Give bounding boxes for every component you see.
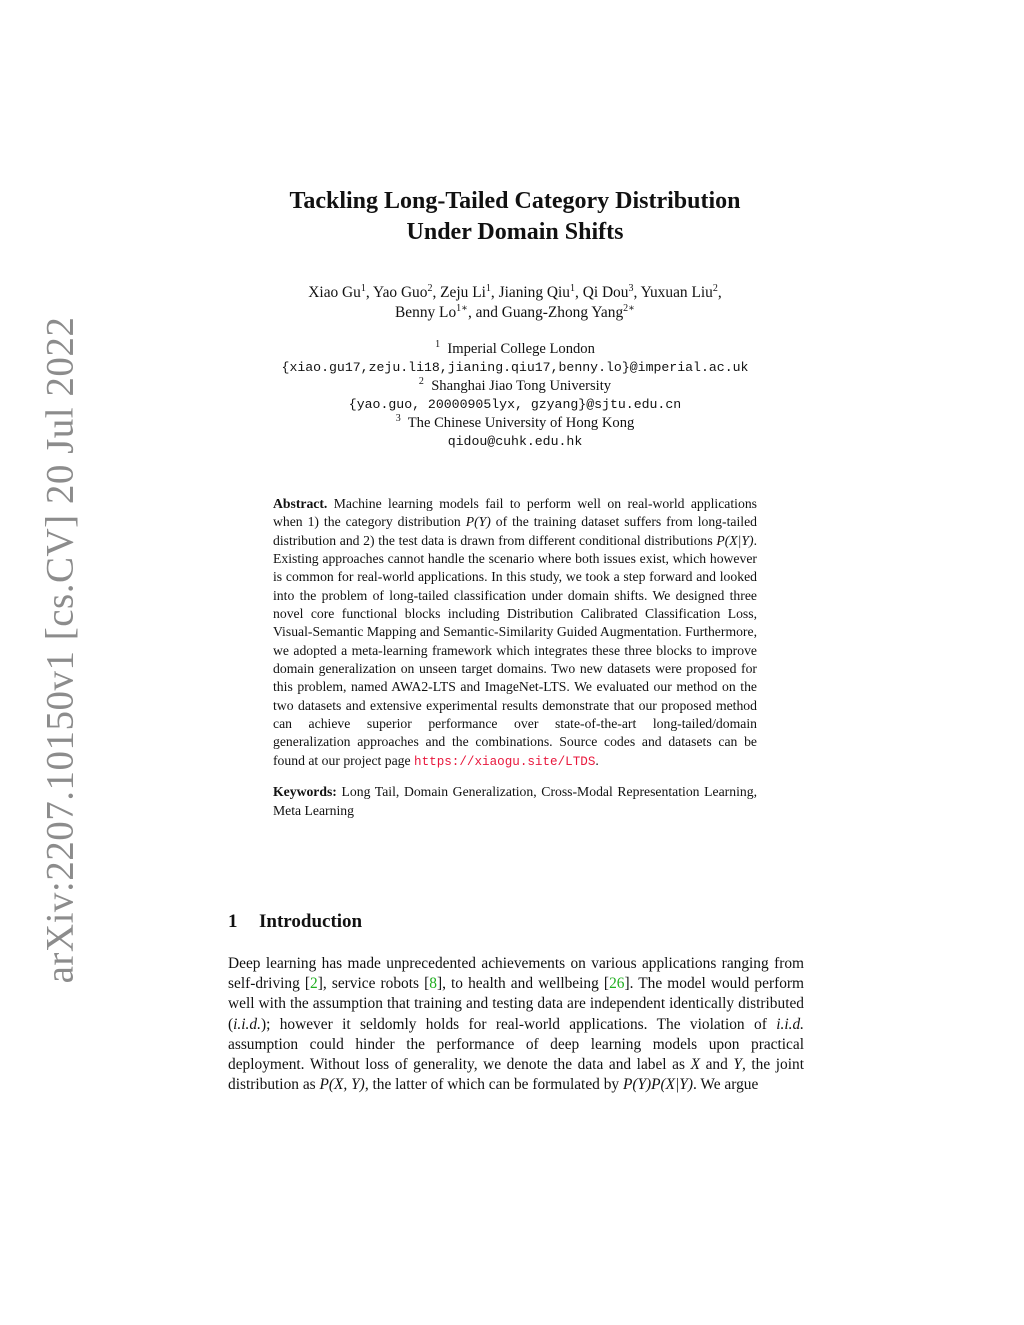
keywords-text: Long Tail, Domain Generalization, Cross-Modal Representation Learning, Meta Learning xyxy=(273,784,757,818)
citation-link[interactable]: 2 xyxy=(310,975,318,993)
author-affil-mark: 2∗ xyxy=(623,303,635,314)
section-title: Introduction xyxy=(259,911,363,932)
iid-term: i.i.d. xyxy=(776,1015,804,1033)
intro-paragraph: Deep learning has made unprecedented achievements on various applications ranging from self-driving [2], service robots [8], to health and wellbeing [26]. The model would perform well with the assumption that training and testing data are independent identically distributed (i.i.d.); however it seldomly holds for real-world applications. The violation of i.i.d. assumption could hinder the performance of deep learning models upon practical deployment. Without loss of generality, we denote the data and label as X and Y, the joint distribution as P(X, Y), the latter of which can be formulated by P(Y)P(X|Y). We argue xyxy=(228,955,805,1094)
affil-name: Imperial College London xyxy=(447,341,595,357)
paper-title xyxy=(215,186,815,248)
abstract-end: . xyxy=(595,752,599,768)
math-p-y: P(Y) xyxy=(465,514,491,530)
abstract-block xyxy=(273,495,757,820)
intro-text: . The model would perform well with the assumption that training and testing data are independent identically distributed ( xyxy=(228,975,805,1033)
intro-text: , the joint distribution as xyxy=(228,1056,804,1094)
author-affil-mark: 2 xyxy=(712,283,718,294)
author-line-2: Benny $Lo^{1∗}$, and Guang-Zhong Yang$^{2∗}$ xyxy=(395,303,635,321)
affil-mark: 2 xyxy=(418,376,424,387)
author-name: Xiao Gu xyxy=(308,284,361,301)
intro-text: ); however it seldomly holds for real-world applications. The violation of xyxy=(260,1015,777,1033)
author-name: Qi Dou xyxy=(582,284,629,301)
intro-text: , service robots xyxy=(322,975,425,993)
affiliation-1 xyxy=(180,340,850,359)
math-x: X xyxy=(690,1056,700,1074)
project-page-link[interactable]: https://xiaogu.site/LTDS xyxy=(414,754,596,769)
affiliation-block xyxy=(180,340,850,451)
author-name: Jianing Qiu xyxy=(498,284,570,301)
affiliation-2 xyxy=(180,377,850,396)
author-name: Yao Guo xyxy=(373,284,428,301)
intro-text: Deep learning has made unprecedented achievements on various applications ranging from self-driving xyxy=(228,955,804,993)
math-joint: P(X, Y) xyxy=(319,1076,365,1094)
affiliation-2-email: {yao.guo, 20000905lyx, gzyang}@sjtu.edu.cn xyxy=(348,396,682,412)
author-name: Zeju Li xyxy=(440,284,486,301)
citation-link[interactable]: 8 xyxy=(429,975,437,993)
intro-text: , the latter of which can be formulated by xyxy=(364,1076,623,1094)
author-affil-mark: 2 xyxy=(427,283,433,294)
title-line-2: Under Domain Shifts xyxy=(406,219,624,245)
affiliation-1-email: {xiao.gu17,zeju.li18,jianing.qiu17,benny.lo}@imperial.ac.uk xyxy=(281,359,749,375)
author-line-1: Xiao Gu$^1$, Yao Guo$^2$, Zeju Li$^1$, Jianing Qiu$^1$, Qi Dou$^3$, Yuxuan Liu$^2$, xyxy=(308,283,722,301)
citation-link[interactable]: 26 xyxy=(609,975,625,993)
abstract-paragraph xyxy=(273,495,757,771)
arxiv-identifier: arXiv:2207.10150v1 [cs.CV] 20 Jul 2022 xyxy=(38,316,82,984)
section-heading xyxy=(228,911,362,933)
math-p-x-given-y: P(X|Y) xyxy=(716,532,754,548)
author-affil-mark: 1 xyxy=(485,283,491,294)
intro-text: . We argue xyxy=(693,1076,759,1094)
affiliation-3-email: qidou@cuhk.edu.hk xyxy=(447,433,583,449)
abstract-text: . Existing approaches cannot handle the scenario where both issues exist, which however is common for real-world applications. In this study, we took a step forward and looked into the problem of long-tailed classification under domain shifts. We designed three novel core functional blocks including Distribution Calibrated Classification Loss, Visual-Semantic Mapping and Semantic-Similarity Guided Augmentation. Furthermore, we adopted a meta-learning framework which integrates these three blocks to improve domain generalization on unseen target domains. Two new datasets were proposed for this problem, named AWA2-LTS and ImageNet-LTS. We evaluated our method on the two datasets and extensive experimental results demonstrate that our proposed method can achieve superior performance over state-of-the-art long-tailed/domain generalization approaches and the combinations. Source codes and datasets can be found at our project page xyxy=(273,532,757,768)
keywords-paragraph xyxy=(273,783,757,820)
abstract-label: Abstract. xyxy=(273,496,328,511)
author-affil-mark: 1∗ xyxy=(456,303,468,314)
section-number: 1 xyxy=(228,911,238,932)
math-factorization: P(Y)P(X|Y) xyxy=(622,1076,693,1094)
abstract-text: of the training dataset suffers from long-tailed distribution and 2) the test data is drawn from different conditional distributions xyxy=(273,514,757,548)
affiliation-3 xyxy=(180,414,850,433)
author-name: Yuxuan Liu xyxy=(640,284,713,301)
keywords-label: Keywords: xyxy=(273,784,337,800)
affil-mark: 1 xyxy=(435,339,441,350)
author-list xyxy=(180,283,850,323)
affil-name: Shanghai Jiao Tong University xyxy=(431,378,612,394)
affil-mark: 3 xyxy=(395,413,401,424)
title-line-1: Tackling Long-Tailed Category Distribution xyxy=(289,188,741,214)
author-affil-mark: 1 xyxy=(570,283,575,294)
author-affil-mark: 3 xyxy=(628,283,634,294)
affil-name: The Chinese University of Hong Kong xyxy=(407,415,635,431)
abstract-text: Machine learning models fail to perform well on real-world applications when 1) the category distribution xyxy=(273,496,757,530)
iid-term: i.i.d. xyxy=(233,1015,261,1033)
author-name: Guang-Zhong Yang xyxy=(501,304,624,321)
intro-text: assumption could hinder the performance of deep learning models upon practical deployment. Without loss of generality, we denote the data and label as xyxy=(228,1035,804,1074)
math-y: Y xyxy=(733,1056,742,1074)
author-name: Benny Lo xyxy=(395,304,457,321)
intro-text: and xyxy=(699,1056,734,1074)
intro-text: , to health and wellbeing xyxy=(442,975,604,993)
author-affil-mark: 1 xyxy=(360,283,366,294)
